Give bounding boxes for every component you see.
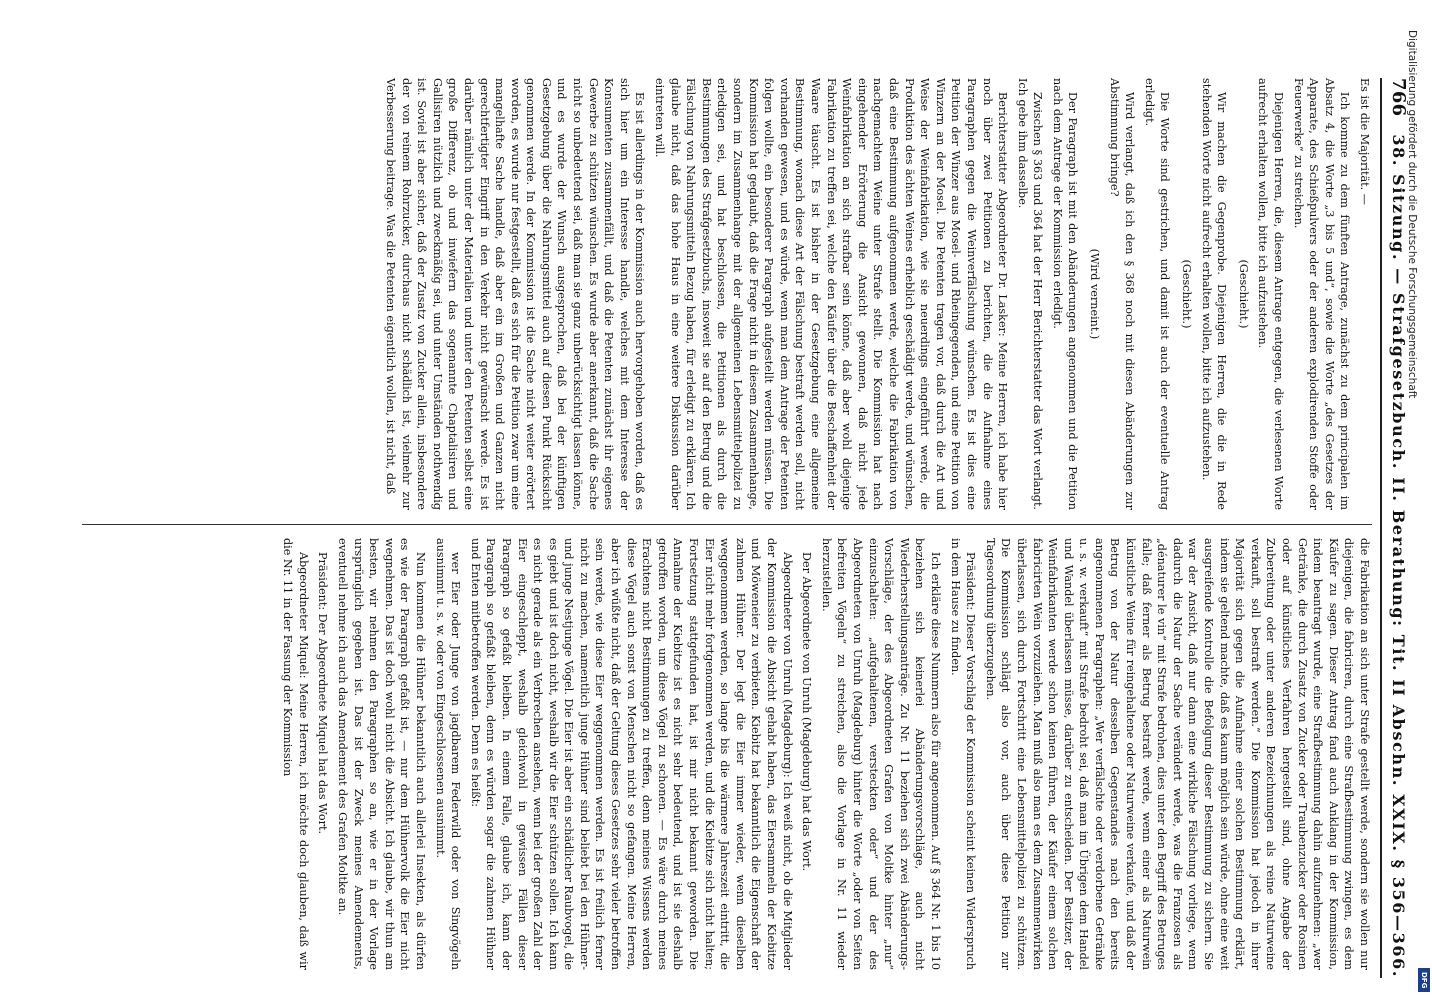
paragraph: die Fabrikation an sich unter Strafe gestellt werde, sondern sie wollen nur diejenigen, die fabriciren, durch eine Strafbestimmung zwingen, es dem Käufer zu sagen. Dieser Antrag fand auch Anklang in der Kommission, indem beantragt wurde, eine Strafbestimmung dahin aufzunehmen: „wer Getränke, die durch Zusatz von Zucker oder Traubenzucker oder Rosinen oder auf künstliches Verfahren hergestellt sind, ohne Angabe der Zubereitung oder unter anderen Bezeichnungen als reine Naturweine verkauft, soll bestraft werden.“ Die Kommission hat jedoch in ihrer Majorität sich gegen die Aufnahme einer solchen Bestimmung erklärt, indem sie geltend machte, daß es kaum möglich sein würde, ohne eine weit ausgreifende Kontrolle die Befolgung dieser Bestimmung zu sichern. Sie war der Ansicht, daß nur dann eine wirkliche Fälschung vorliege, wenn dadurch die Natur der Sache verändert werde, was die Franzosen als „dénaturer le vin“ mit Strafe bedrohen, dies unter den Begriff des Betruges falle; daß ferner als Betrug bestraft werde, wenn einer als Naturwein künstliche Weine für reingehaltene oder Naturweine verkaufe, und daß der Betrug von der Natur desselben Gegenstandes nach den bereits angenommenen Paragraphen: „Wer verfälschte oder verdorbene Getränke u. s. w. verkauft“ mit Strafe bedroht sei, daß man im Übrigen dem Handel und Wandel überlassen müsse, darüber zu entscheiden. Der Besitzer, der Weinfabrikanten werde schon keinen führen, der Käufer einem solchen fabricirten Wein vorzuziehen. Man muß also man es dem Zusammenwirken überlassen, sich durch Fortschritt eine Lebensmittelpolizei zu schützen. Die Kommission schlägt also vor, auch über diese Petition zur Tagesordnung überzugehen. xyxy=(983,538,1371,970)
paragraph: Der Abgeordnete von Unruh (Magdeburg) hat das Wort. xyxy=(800,552,814,872)
stage-direction: (Geschieht.) xyxy=(1236,259,1250,329)
page-number: 766 xyxy=(1388,78,1410,117)
paragraph: Der Paragraph ist mit den Abänderungen angenommen und die Petition nach dem Antrage der Kommission erledigt. xyxy=(1050,78,1080,510)
paragraph: Wir machen die Gegenprobe. Diejenigen Herren, die die in Rede stehenden Worte nicht aufrecht erhalten wollen, bitte ich aufzustehen. xyxy=(1199,78,1229,510)
paragraph: Es ist allerdings in der Kommission auch hervorgehoben worden, daß es sich hier um ein Interesse handle, welches mit dem Interesse der Konsumenten zusammenfällt, und daß die Petenten zunächst ihr eigenes Gewerbe zu schützen wünschen. Es wurde aber anerkannt, daß die Sache nicht so unbedeutend sei, daß man sie ganz unberücksichtigt lassen könne, und es wurde der Wunsch ausgesprochen, daß bei der künftigen Gesetzgebung über die Nahrungsmittel auch auf diesen Punkt Rücksicht genommen werde. In der Kommission ist die Sache nicht weiter erörtert worden, es wurde nur festgestellt, daß es sich für die Petition zwar um eine mangelhafte Sache handle, daß aber ein im Großen und Ganzen nicht gerechtfertigter Eingriff in den Verkehr nicht gewünscht werde. Es ist darüber nämlich unter der Materialien und unter den Petenten selbst eine große Differenz, ob und inwiefern das sogenannte Chaptalisiren und Gallisiren nützlich und zweckmäßig sei, und unter Umständen nothwendig ist. Soviel ist aber sicher, daß der Zusatz von Zucker allein, insbesondere der von reinem Rohrzucker, durchaus nicht schädlich ist, vielmehr zur Verbesserung beitrage. Was die Petenten eigentlich wollen, ist nicht, daß xyxy=(383,78,647,510)
header-rule xyxy=(1380,78,1382,978)
paragraph: Ich erkläre diese Nummern also für angenommen. Auf § 364 Nr. 1 bis 10 beziehen sich keinerlei Abänderungsvorschläge, auch nicht Wiederherstellungsanträge. Zu Nr. 11 beziehen sich zwei Abänderungs-Vorschläge, der des Abgeordneten Grafen von Moltke hinter „nur“ einzuschalten: „aufgehaltenen, versteckten oder“ und der des Abgeordneten von Unruh (Magdeburg) hinter die Worte „oder von Seiten befreiten Vögeln“ zu streichen, also die Vorlage in Nr. 11 wieder herzustellen. xyxy=(819,538,942,970)
paragraph: Die Worte sind gestrichen, und damit ist auch der eventuelle Antrag erledigt. xyxy=(1142,78,1172,510)
quotation: wer Eier oder Junge von jagdbarem Federwild oder von Singvögeln ausnimmt u. s. w. oder von Eingeschlossenen ausnimmt. xyxy=(433,538,463,970)
column-divider xyxy=(82,524,1372,525)
dfg-logo: DFG xyxy=(1418,968,1430,992)
paragraph: Präsident: Der Abgeordnete Miquel hat das Wort. xyxy=(316,552,330,835)
paragraph: Wird verlangt, daß ich den § 368 noch mit diesen Abänderungen zur Abstimmung bringe? xyxy=(1107,78,1137,510)
rotated-page-content xyxy=(77,78,1412,978)
paragraph: Zwischen § 363 und 364 hat der Herr Berichterstatter das Wort verlangt. Ich gebe ihm dasselbe. xyxy=(1015,78,1045,510)
paragraph: Abgeordneter von Unruh (Magdeburg): Ich weiß nicht, ob die Mitglieder der Kommission die Absicht gehabt haben, das Eiersammeln der Kiebitze und Möweneier zu verbieten. Kiebitz hat bekanntlich die Eigenschaft der zahmen Hühner. Der legt die Eier immer wieder, wenn dieselben weggenommen werden, so lange bis die wärmere Jahreszeit eintritt, die Eier nicht mehr fortgenommen werden, und die Kiebitze sich nicht halten; Fortsetzung stattgefunden hat, ist mir nicht bekannt geworden. Die Annahme der Kiebitze ist es nicht sehr bedeutend, und ist sie deshalb getroffen worden, um diese Vögel zu schonen. — Es wäre durch meines Erachtens nicht Bestimmungen zu treffen, denn meines Wissens werden diese Vögel auch sonst von Menschen nicht so gefangen. Meine Herren, aber ich wüßte nicht, daß der Geltung dieses Gesetzes sehr vieler betroffen sein werde, wie diese Eier weggenommen werden. Es ist freilich ferner nicht zu machen, namentlich junge Hühner sind beliebt bei den Hühner- und junge Nestjunge Vögel. Die Eier ist aber ein schädlicher Raubvogel, die es giebt und ist doch nicht, weshalb wir die Eier schützen sollen. Ich kann es nicht gerade als ein Verbrechen ansehen, wenn bei der großen Zahl der Eier eingeschleppt, weshalb gleichwohl in gewissen Fällen dieser Paragraph so gefaßt bleiben. In einem Falle, glaube ich, kann der Paragraph so gefaßt bleiben, denn es würden sogar die zahmen Hühner und Enten mitbetroffen werden. Denn es heißt: xyxy=(468,538,794,970)
paragraph: Nun kommen die Hühner bekanntlich auch allerlei Insekten, als dürfen es wie der Paragraph gefaßt ist, — nur dem Hühnervolk die Eier nicht wegnehmen. Das ist doch wohl nicht die Absicht. Ich glaube, wir thun am besten, wir nehmen den Paragraphen so an, wie er in der Vorlage ursprünglich gegeben ist. Das ist der Zweck meines Amendements, eventuell nehme ich auch das Amendement des Grafen Moltke an. xyxy=(336,538,427,970)
left-column xyxy=(82,78,1372,510)
paragraph: Ich komme zu dem fünften Antrage, zunächst zu dem principalen im Absatz 4, die Worte „3 bis 5 und“, sowie die Worte „des Gesetzes der Apparate, des Schießpulvers oder der anderen explodirenden Stoffe oder Feuerwerke“ zu streichen. xyxy=(1291,78,1352,510)
paragraph: Es ist die Majorität. — xyxy=(1358,78,1371,205)
digitization-credit: Digitalisierung gefördert durch die Deutsche Forschungsgemeinschaft xyxy=(1406,30,1418,399)
paragraph: Diejenigen Herren, die, diesem Antrage entgegen, die verlesenen Worte aufrecht erhalten wollen, bitte ich aufzustehen. xyxy=(1256,78,1286,510)
page-title: 38. Sitzung. — Strafgesetzbuch. II. Berathung: Tit. II Abschn. XXIX. § 356—366. xyxy=(1389,134,1409,978)
paragraph: Präsident: Dieser Vorschlag der Kommission scheint keinen Widerspruch in dem Hause zu finden. xyxy=(948,538,978,970)
stage-direction: (Geschieht.) xyxy=(1180,259,1194,329)
right-column xyxy=(82,538,1372,970)
stage-direction: (Wird verneint.) xyxy=(1088,248,1102,340)
paragraph: Berichterstatter Abgeordneter Dr. Lasker: Meine Herren, ich habe hier noch über zwei Petitionen zu berichten, die die Aufnahme eines Paragraphen gegen die Weinverfälschung wünschen. Es ist dies eine Petition der Winzer aus Mosel- und Rheingegenden, und eine Petition von Winzern an der Mosel. Die Petenten tragen vor, daß durch die Art und Weise der Weinfabrikation, wie sie neuerdings eingeführt werde, die Produktion des ächten Weines erheblich geschädigt werde, und wünschen, daß eine Bestimmung aufgenommen werde, welche die Fabrikation von nachgemachtem Weine unter Strafe stellt. Die Kommission hat nach eingehender Erörterung die Ansicht gewonnen, daß nicht jede Weinfabrikation an sich strafbar sein könne, daß aber wohl diejenige Fabrikation zu treffen sei, welche den Käufer über die Beschaffenheit der Waare täuscht. Es ist bisher in der Gesetzgebung eine allgemeine Bestimmung, wonach diese Art der Fälschung bestraft werden soll, nicht vorhanden gewesen, und es würde, wenn man dem Antrage der Petenten folgen wollte, ein besonderer Paragraph aufgestellt werden müssen. Die Kommission hat geglaubt, daß die Frage nicht in diesem Zusammenhange, sondern im Zusammenhange mit der allgemeinen Lebensmittelpolizei zu erledigen sei, und hat beschlossen, die Petitionen als durch die Bestimmungen des Strafgesetzbuchs, insoweit sie auf den Betrug und die Fälschung von Nahrungsmitteln Bezug haben, für erledigt zu erklären. Ich glaube nicht, daß das hohe Haus in eine weitere Diskussion darüber eintreten will. xyxy=(653,78,1010,510)
paragraph: Abgeordneter Miquel: Meine Herren, ich möchte doch glauben, daß wir die Nr. 11 in der Fassung der Kommission xyxy=(281,538,310,970)
